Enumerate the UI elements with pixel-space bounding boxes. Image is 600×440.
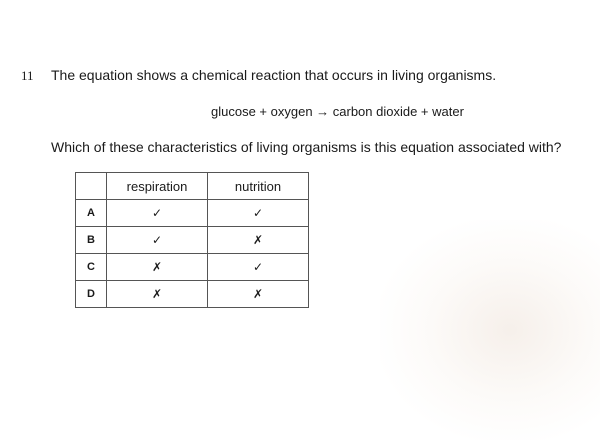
- word-equation: glucose + oxygen → carbon dioxide + water: [211, 104, 464, 119]
- nutrition-mark: ✗: [208, 227, 309, 254]
- nutrition-mark: ✗: [208, 281, 309, 308]
- header-blank: [76, 173, 107, 200]
- respiration-mark: ✗: [107, 254, 208, 281]
- answer-row-a[interactable]: [76, 200, 309, 227]
- answer-row-b[interactable]: [76, 227, 309, 254]
- header-respiration: respiration: [107, 173, 208, 200]
- answer-table-header-row: [76, 173, 309, 200]
- option-letter[interactable]: B: [76, 227, 107, 254]
- option-letter[interactable]: D: [76, 281, 107, 308]
- answer-table: [75, 172, 309, 308]
- option-letter[interactable]: C: [76, 254, 107, 281]
- header-nutrition: nutrition: [208, 173, 309, 200]
- question-prompt: Which of these characteristics of living organisms is this equation associated with?: [51, 139, 562, 155]
- respiration-mark: ✓: [107, 227, 208, 254]
- option-letter[interactable]: A: [76, 200, 107, 227]
- answer-row-d[interactable]: [76, 281, 309, 308]
- question-stem: The equation shows a chemical reaction that occurs in living organisms.: [51, 67, 497, 83]
- respiration-mark: ✓: [107, 200, 208, 227]
- answer-row-c[interactable]: [76, 254, 309, 281]
- respiration-mark: ✗: [107, 281, 208, 308]
- nutrition-mark: ✓: [208, 200, 309, 227]
- nutrition-mark: ✓: [208, 254, 309, 281]
- question-number: 11: [21, 68, 34, 83]
- page-shadow: [380, 220, 600, 440]
